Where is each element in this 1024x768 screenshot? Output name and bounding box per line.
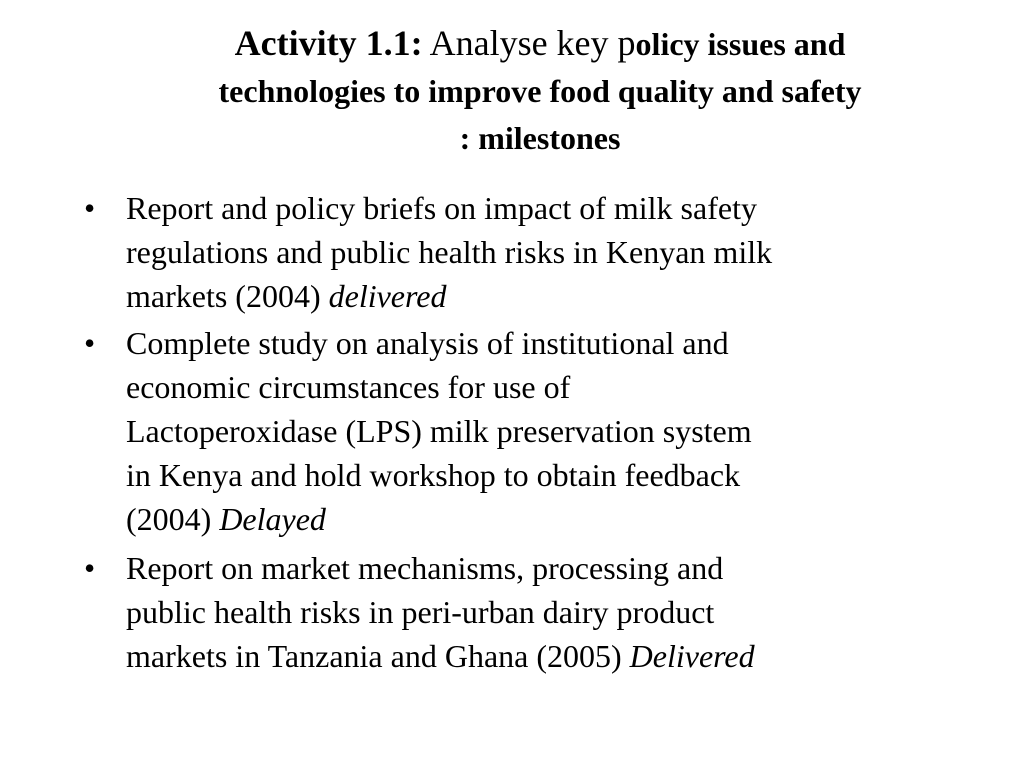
milestone-line: [126, 634, 755, 678]
bullet-dot: •: [84, 190, 96, 226]
bullet-dot: •: [84, 550, 96, 586]
title-line-1: [110, 20, 970, 68]
milestone-text: [126, 321, 752, 541]
milestone-status: delivered: [328, 278, 447, 314]
milestone-text: [126, 546, 755, 678]
milestone-line: Lactoperoxidase (LPS) milk preservation system: [126, 413, 752, 449]
milestone-status: Delayed: [219, 501, 326, 537]
bullet-dot: •: [84, 325, 96, 361]
title-analyse-text: Analyse key p: [422, 23, 636, 63]
milestone-line: Report and policy briefs on impact of milk safety: [126, 190, 757, 226]
milestone-line-text: (2004): [126, 501, 220, 537]
milestone-line: economic circumstances for use of: [126, 369, 571, 405]
milestone-line: public health risks in peri-urban dairy product: [126, 594, 715, 630]
title-policy-text: olicy issues and: [635, 26, 846, 62]
milestone-status: Delivered: [629, 638, 755, 674]
milestone-line-text: markets in Tanzania and Ghana (2005): [126, 638, 630, 674]
milestone-line: [126, 497, 752, 541]
milestone-line: [126, 274, 772, 318]
milestone-line: Complete study on analysis of institutional and: [126, 325, 729, 361]
milestone-line: in Kenya and hold workshop to obtain feedback: [126, 457, 741, 493]
title-line-2: technologies to improve food quality and safety: [218, 73, 862, 109]
slide-title: [110, 20, 970, 162]
milestone-text: [126, 186, 772, 318]
milestone-line: Report on market mechanisms, processing and: [126, 550, 724, 586]
milestone-line: regulations and public health risks in Kenyan milk: [126, 234, 773, 270]
title-line-3: : milestones: [459, 120, 621, 156]
title-activity-label: Activity 1.1:: [234, 23, 423, 63]
milestone-line-text: markets (2004): [126, 278, 329, 314]
